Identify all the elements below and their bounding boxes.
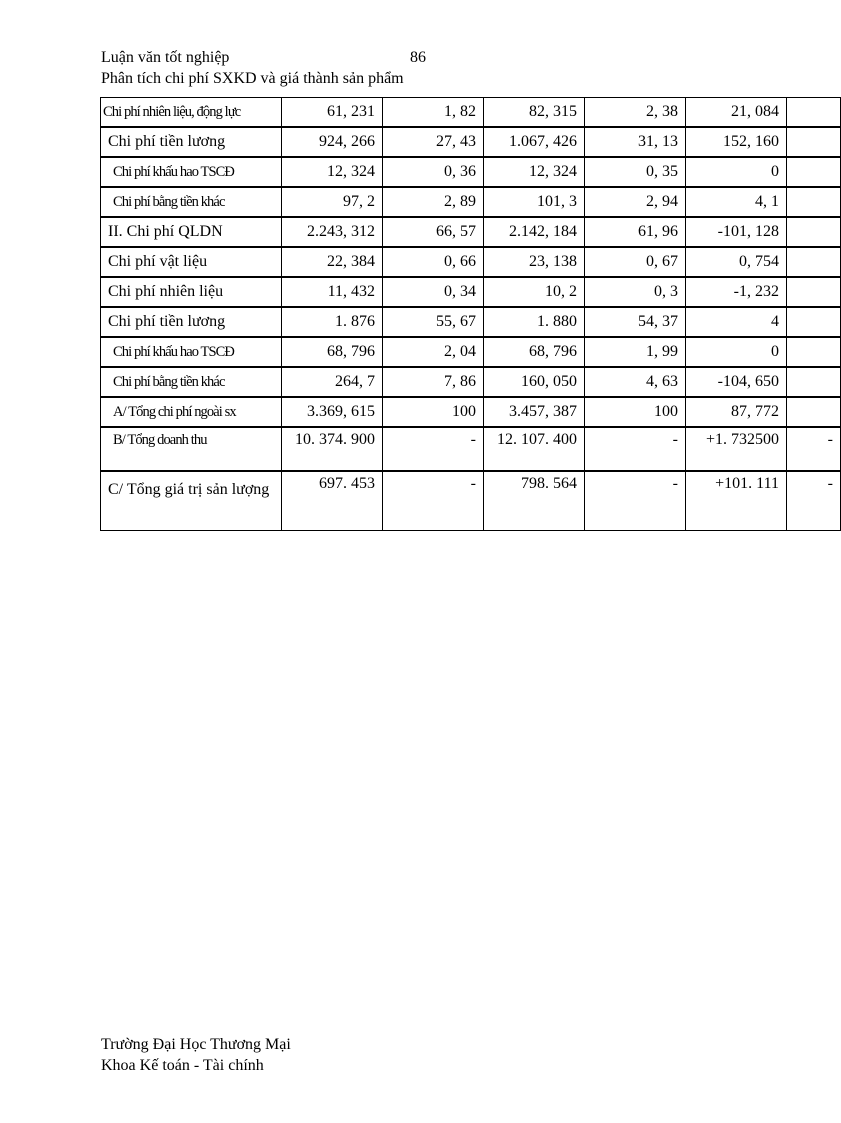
cell-value: 66, 57: [383, 217, 484, 247]
cell-value: [787, 277, 841, 307]
cell-value: 1. 880: [484, 307, 585, 337]
cell-value: -: [787, 471, 841, 531]
cell-value: 1, 82: [383, 98, 484, 128]
cell-value: 3.457, 387: [484, 397, 585, 427]
table-row: [101, 157, 841, 187]
table-row: [101, 98, 841, 128]
header-line: [101, 47, 501, 68]
cell-value: 1.067, 426: [484, 127, 585, 157]
table-row: [101, 217, 841, 247]
cell-value: 1, 99: [585, 337, 686, 367]
cell-value: [787, 98, 841, 128]
table-row: [101, 427, 841, 471]
row-label: Chi phí tiền lương: [101, 127, 282, 157]
cell-value: 924, 266: [282, 127, 383, 157]
cell-value: 23, 138: [484, 247, 585, 277]
table-row: [101, 307, 841, 337]
cell-value: 1. 876: [282, 307, 383, 337]
cell-value: 87, 772: [686, 397, 787, 427]
cell-value: 264, 7: [282, 367, 383, 397]
cell-value: 12, 324: [484, 157, 585, 187]
row-label: Chi phí vật liệu: [101, 247, 282, 277]
row-label: Chi phí nhiên liệu: [101, 277, 282, 307]
cell-value: 152, 160: [686, 127, 787, 157]
cell-value: 21, 084: [686, 98, 787, 128]
cell-value: 0: [686, 157, 787, 187]
cell-value: 0, 34: [383, 277, 484, 307]
table-row: [101, 277, 841, 307]
cell-value: 101, 3: [484, 187, 585, 217]
cell-value: -104, 650: [686, 367, 787, 397]
cell-value: 4: [686, 307, 787, 337]
cell-value: [787, 127, 841, 157]
table-row: [101, 127, 841, 157]
cell-value: 7, 86: [383, 367, 484, 397]
cell-value: [787, 307, 841, 337]
cell-value: 4, 63: [585, 367, 686, 397]
table-row: [101, 337, 841, 367]
cell-value: +101. 111: [686, 471, 787, 531]
cell-value: [787, 397, 841, 427]
cell-value: 12. 107. 400: [484, 427, 585, 471]
cell-value: -: [383, 427, 484, 471]
cell-value: 2, 94: [585, 187, 686, 217]
table-row: [101, 471, 841, 531]
cell-value: +1. 732500: [686, 427, 787, 471]
table-row: [101, 247, 841, 277]
cell-value: 10. 374. 900: [282, 427, 383, 471]
row-label: C/ Tổng giá trị sản lượng: [101, 471, 282, 531]
chapter-title: Phân tích chi phí SXKD và giá thành sản phẩm: [101, 70, 404, 87]
cell-value: 82, 315: [484, 98, 585, 128]
cost-analysis-table: [100, 97, 841, 531]
cell-value: 2.243, 312: [282, 217, 383, 247]
cell-value: 0, 36: [383, 157, 484, 187]
cell-value: [787, 217, 841, 247]
cell-value: 61, 96: [585, 217, 686, 247]
cell-value: 68, 796: [282, 337, 383, 367]
cell-value: 12, 324: [282, 157, 383, 187]
table-row: [101, 397, 841, 427]
cell-value: [787, 337, 841, 367]
page-footer: [101, 1034, 291, 1076]
cell-value: 68, 796: [484, 337, 585, 367]
cell-value: 27, 43: [383, 127, 484, 157]
row-label: Chi phí khấu hao TSCĐ: [101, 157, 282, 187]
cell-value: [787, 157, 841, 187]
cell-value: 0, 754: [686, 247, 787, 277]
row-label: Chi phí bằng tiền khác: [101, 187, 282, 217]
cell-value: 3.369, 615: [282, 397, 383, 427]
cell-value: 11, 432: [282, 277, 383, 307]
row-label: Chi phí khấu hao TSCĐ: [101, 337, 282, 367]
cell-value: 61, 231: [282, 98, 383, 128]
cell-value: 0, 35: [585, 157, 686, 187]
cell-value: -101, 128: [686, 217, 787, 247]
university-name: Trường Đại Học Thương Mại: [101, 1036, 291, 1053]
row-label: B/ Tổng doanh thu: [101, 427, 282, 471]
cell-value: [787, 187, 841, 217]
cell-value: -: [383, 471, 484, 531]
cell-value: 100: [383, 397, 484, 427]
cell-value: 2, 04: [383, 337, 484, 367]
cell-value: [787, 247, 841, 277]
thesis-title: Luận văn tốt nghiệp: [101, 49, 230, 66]
cell-value: 4, 1: [686, 187, 787, 217]
row-label: Chi phí nhiên liệu, động lực: [101, 98, 282, 128]
cost-table-wrapper: [100, 97, 833, 531]
cell-value: 160, 050: [484, 367, 585, 397]
row-label: A/ Tổng chi phí ngoài sx: [101, 397, 282, 427]
cell-value: 31, 13: [585, 127, 686, 157]
table-row: [101, 187, 841, 217]
cell-value: 0: [686, 337, 787, 367]
page-number: 86: [410, 49, 426, 66]
cell-value: -: [787, 427, 841, 471]
cell-value: 798. 564: [484, 471, 585, 531]
table-row: [101, 367, 841, 397]
cell-value: 0, 67: [585, 247, 686, 277]
cell-value: -1, 232: [686, 277, 787, 307]
cell-value: 100: [585, 397, 686, 427]
cell-value: 0, 66: [383, 247, 484, 277]
cell-value: 55, 67: [383, 307, 484, 337]
cell-value: -: [585, 427, 686, 471]
cell-value: 2.142, 184: [484, 217, 585, 247]
faculty-name: Khoa Kế toán - Tài chính: [101, 1057, 264, 1074]
row-label: Chi phí tiền lương: [101, 307, 282, 337]
cell-value: -: [585, 471, 686, 531]
row-label: II. Chi phí QLDN: [101, 217, 282, 247]
page-header: [101, 47, 501, 89]
cell-value: 97, 2: [282, 187, 383, 217]
cell-value: 10, 2: [484, 277, 585, 307]
cell-value: 697. 453: [282, 471, 383, 531]
cell-value: 2, 89: [383, 187, 484, 217]
cell-value: 2, 38: [585, 98, 686, 128]
cell-value: [787, 367, 841, 397]
cell-value: 22, 384: [282, 247, 383, 277]
row-label: Chi phí bằng tiền khác: [101, 367, 282, 397]
cell-value: 54, 37: [585, 307, 686, 337]
cell-value: 0, 3: [585, 277, 686, 307]
